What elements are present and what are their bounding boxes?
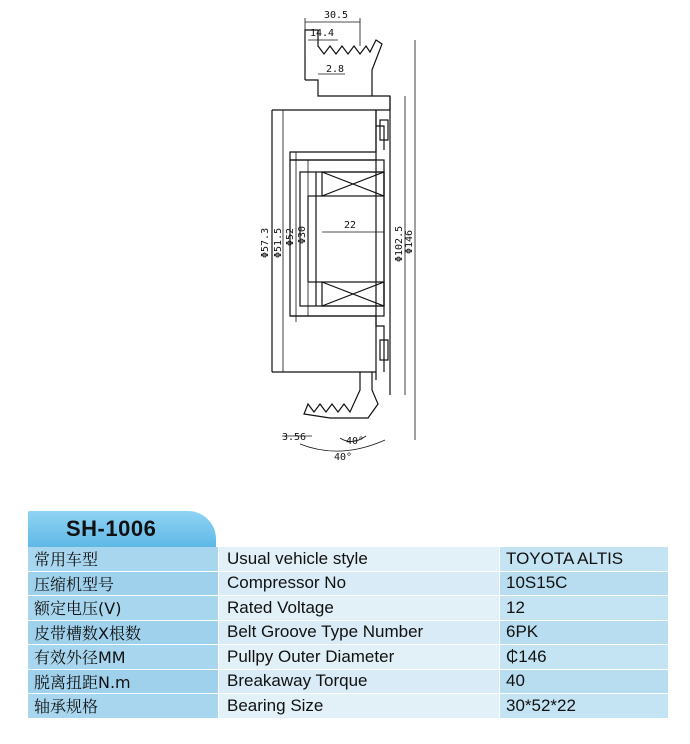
table-row (28, 694, 668, 718)
dim-3-56: 3.56 (282, 432, 307, 443)
spec-label-en: Rated Voltage (219, 596, 499, 620)
spec-value: 6PK (500, 621, 668, 645)
dim-phi52: Φ52 (285, 227, 296, 246)
table-row (28, 645, 668, 669)
dim-2-8: 2.8 (326, 64, 345, 75)
spec-label-cn: 皮带槽数X根数 (28, 621, 218, 645)
dim-phi146: Φ146 (404, 229, 415, 254)
dim-phi51-5: Φ51.5 (273, 227, 284, 258)
spec-label-en: Usual vehicle style (219, 547, 499, 571)
spec-value: 12 (500, 596, 668, 620)
dim-phi102-5: Φ102.5 (394, 225, 405, 262)
table-row (28, 596, 668, 620)
spec-value: 40 (500, 670, 668, 694)
spec-label-en: Breakaway Torque (219, 670, 499, 694)
spec-label-cn: 脱离扭距N.m (28, 670, 218, 694)
spec-label-cn: 轴承规格 (28, 694, 218, 718)
spec-label-en: Compressor No (219, 572, 499, 596)
table-row (28, 547, 668, 571)
spec-value: 10S15C (500, 572, 668, 596)
spec-label-cn: 额定电压(V) (28, 596, 218, 620)
dim-phi30: Φ30 (297, 225, 308, 244)
dim-30-5: 30.5 (324, 10, 349, 21)
dim-phi57-3: Φ57.3 (260, 227, 271, 258)
top-groove-profile (290, 30, 390, 160)
bearing-top-cross (322, 172, 384, 196)
table-row (28, 621, 668, 645)
dim-22: 22 (344, 220, 357, 231)
dim-angle-40-small: 40° (346, 436, 365, 447)
bearing-bottom-cross (322, 282, 384, 306)
bottom-groove-profile (304, 372, 378, 418)
model-title: SH-1006 (66, 516, 157, 541)
table-row (28, 670, 668, 694)
spec-label-cn: 压缩机型号 (28, 572, 218, 596)
spec-value: TOYOTA ALTIS (500, 547, 668, 571)
dim-angle-40-large: 40° (334, 452, 353, 463)
spec-label-en: Belt Groove Type Number (219, 621, 499, 645)
table-row (28, 572, 668, 596)
spec-value: 30*52*22 (500, 694, 668, 718)
spec-value: ₵146 (500, 645, 668, 669)
dim-14-4: 14.4 (310, 28, 335, 39)
model-title-tab (28, 511, 216, 547)
spec-label-cn: 常用车型 (28, 547, 218, 571)
spec-label-cn: 有效外径MM (28, 645, 218, 669)
spec-label-en: Pullpy Outer Diameter (219, 645, 499, 669)
spec-label-en: Bearing Size (219, 694, 499, 718)
spec-table (28, 547, 668, 719)
